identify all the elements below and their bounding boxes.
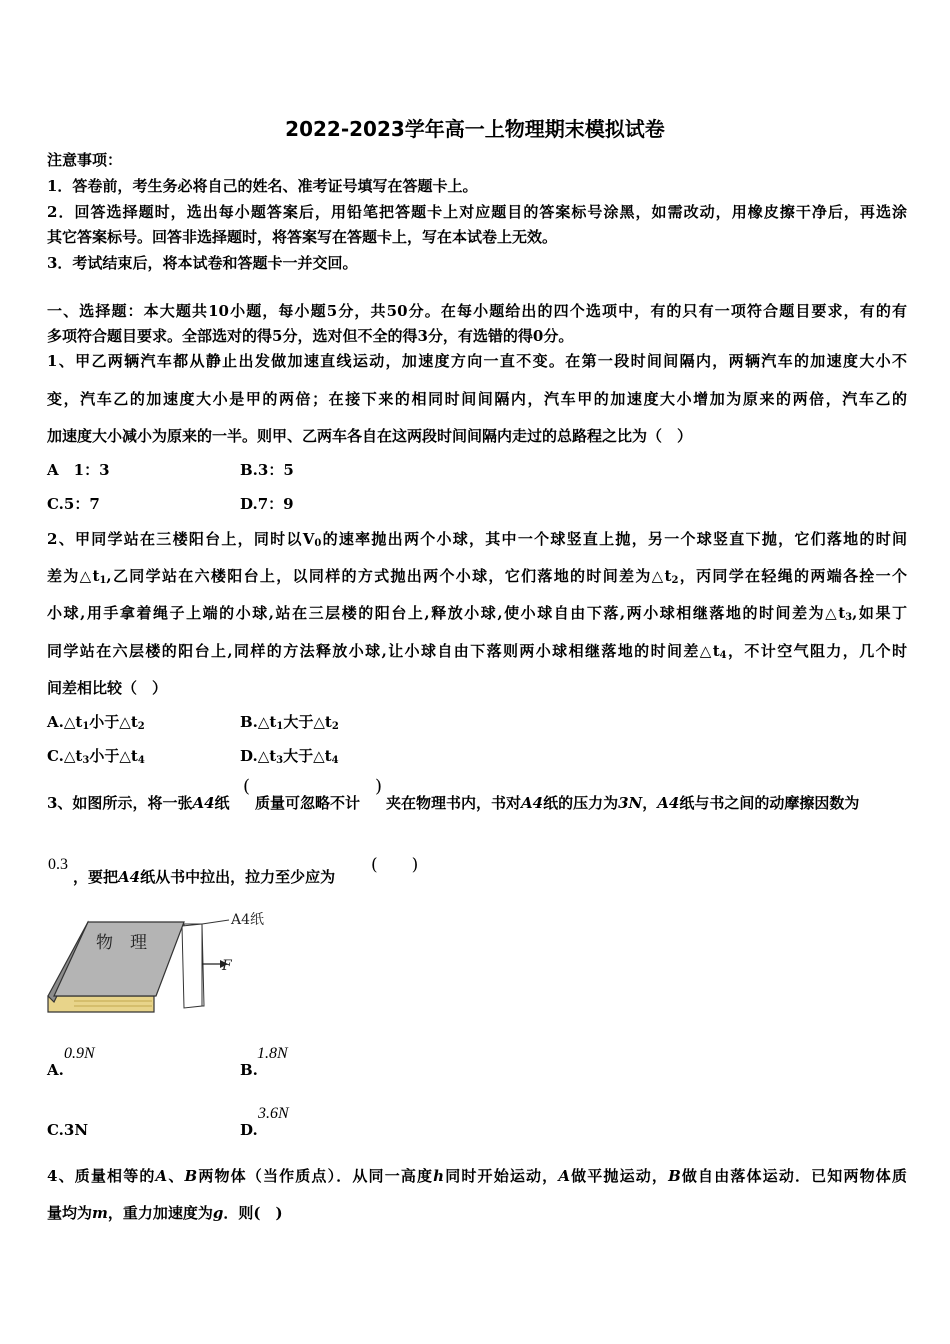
q3-line-2 (73, 867, 335, 887)
q2-line-4 (47, 641, 907, 666)
q2-line-2-text-a: 差为△t (47, 567, 100, 585)
q2-option-c-pre: C.△t (47, 747, 83, 765)
q4-sep: 、 (167, 1167, 185, 1185)
q2-line-5: 间差相比较（ ） (47, 679, 168, 697)
q1-option-b: B.3：5 (240, 461, 294, 479)
notice-item-2-line-1: 2．回答选择题时，选出每小题答案后，用铅笔把答题卡上对应题目的答案标号涂黑，如需改动，用橡皮擦干净后，再选涂 (47, 203, 907, 221)
q2-option-a-sub-2: 2 (137, 721, 145, 732)
q3-paren-right: ) (375, 776, 383, 797)
q4-text-e: 做自由落体运动．已知两物体质 (680, 1167, 907, 1185)
q3-line-1-part-a (47, 793, 230, 813)
q2-option-a-pre: A.△t (47, 713, 83, 731)
q2-line-4-text-a: 同学站在六层楼的阳台上,同样的方法释放小球,让小球自由下落则两小球相继落地的时间差△t (47, 642, 720, 660)
q2-option-d-mid: 大于△t (283, 747, 332, 765)
q2-option-d-sub-2: 4 (331, 755, 339, 766)
q3-option-b-value: 1.8N (257, 1045, 288, 1062)
q2-option-c (47, 746, 145, 771)
q3-paren-left: ( (243, 776, 251, 797)
q4-text-d: 做平抛运动， (569, 1167, 669, 1185)
q3-text-e: 纸的压力为 (543, 794, 619, 812)
q4-var-m: m (92, 1204, 108, 1222)
q2-option-b-mid: 大于△t (283, 713, 332, 731)
q4-text-2c: ．则( ) (223, 1204, 283, 1222)
q3-option-a-label: A. (47, 1061, 64, 1079)
q2-line-4-sub: 4 (719, 650, 727, 661)
q2-line-4-text-b: ，不计空气阻力，几个时 (726, 642, 907, 660)
q2-line-3-text-a: 小球,用手拿着绳子上端的小球,站在三层楼的阳台上,释放小球,使小球自由下落,两小球相继落地的时间差为△t (47, 604, 846, 622)
q4-var-b-2: B (668, 1167, 681, 1185)
q2-option-c-sub-1: 3 (82, 755, 90, 766)
q3-a4-4: A4 (118, 868, 141, 886)
q2-option-b-pre: B.△t (240, 713, 277, 731)
q3-line-1-part-c (386, 793, 859, 813)
q3-a4-1: A4 (192, 794, 215, 812)
q1-line-3: 加速度大小减小为原来的一半。则甲、乙两车各自在这两段时间间隔内走过的总路程之比为（ ） (47, 427, 693, 445)
q2-v0-sub: 0 (314, 538, 322, 549)
q1-line-2: 变，汽车乙的加速度大小是甲的两倍；在接下来的相同时间间隔内，汽车甲的加速度大小增加为原来的两倍，汽车乙的 (47, 390, 907, 408)
notice-item-3: 3．考试结束后，将本试卷和答题卡一并交回。 (47, 254, 358, 272)
q4-text-b: 两物体（当作质点）．从同一高度 (197, 1167, 434, 1185)
notice-item-1: 1．答卷前，考生务必将自己的姓名、准考证号填写在答题卡上。 (47, 177, 478, 195)
q2-option-a-sub-1: 1 (82, 721, 90, 732)
q1-line-1: 1、甲乙两辆汽车都从静止出发做加速直线运动，加速度方向一直不变。在第一段时间间隔内，两辆汽车的加速度大小不 (47, 352, 907, 370)
q3-a4-3: A4 (657, 794, 680, 812)
a4-paper (182, 924, 202, 1008)
q3-text-a: 3、如图所示，将一张 (47, 794, 193, 812)
q4-var-b: B (184, 1167, 198, 1185)
q2-option-a (47, 712, 145, 737)
q2-line-2 (47, 566, 907, 591)
q2-option-b-sub-1: 1 (276, 721, 284, 732)
a4-paper-label: A4纸 (231, 912, 265, 928)
q4-text-a: 4、质量相等的 (47, 1167, 156, 1185)
q4-line-2 (47, 1203, 907, 1223)
q3-a4-2: A4 (521, 794, 544, 812)
q3-line-1-part-b: 质量可忽略不计 (255, 794, 361, 812)
q3-text-2a: ，要把 (73, 868, 119, 886)
q2-line-3-text-b: ,如果丁 (852, 604, 907, 622)
book-figure (44, 906, 284, 1018)
q3-text-f: ， (642, 794, 658, 812)
q3-option-b-label: B. (240, 1061, 258, 1079)
q3-text-g: 纸与书之间的动摩擦因数为 (679, 794, 860, 812)
q2-line-2-text-c: ，丙同学在轻绳的两端各拴一个 (678, 567, 907, 585)
book-pages (48, 996, 154, 1012)
section-1-line-1: 一、选择题：本大题共10小题，每小题5分，共50分。在每小题给出的四个选项中，有的只有一项符合题目要求，有的有 (47, 302, 907, 320)
q2-line-2-sub-1: 1 (99, 575, 107, 586)
q3-force-value: 3N (618, 794, 643, 812)
q3-answer-paren: ( ) (371, 855, 419, 875)
q2-line-3-sub: 3 (845, 612, 853, 623)
page-title: 2022-2023学年高一上物理期末模拟试卷 (285, 117, 665, 141)
q2-line-1-text-b: 的速率抛出两个小球，其中一个球竖直上抛，另一个球竖直下抛，它们落地的时间 (321, 530, 907, 548)
q3-option-d-value: 3.6N (258, 1105, 289, 1122)
book-title: 物 理 (96, 933, 147, 953)
q2-option-d-sub-1: 3 (276, 755, 284, 766)
q2-option-b-sub-2: 2 (331, 721, 339, 732)
q4-var-a-2: A (558, 1167, 570, 1185)
force-label: F (222, 958, 232, 974)
q2-line-2-text-b: ,乙同学站在六楼阳台上，以同样的方式抛出两个小球，它们落地的时间差为△t (106, 567, 672, 585)
q4-text-2b: ，重力加速度为 (107, 1204, 213, 1222)
q2-option-a-mid: 小于△t (89, 713, 138, 731)
q4-text-c: 同时开始运动， (444, 1167, 559, 1185)
q2-option-c-mid: 小于△t (89, 747, 138, 765)
section-1-line-2: 多项符合题目要求。全部选对的得5分，选对但不全的得3分，有选错的得0分。 (47, 327, 574, 345)
notice-item-2-line-2: 其它答案标号。回答非选择题时，将答案写在答题卡上，写在本试卷上无效。 (47, 228, 558, 246)
q2-line-1-text-a: 2、甲同学站在三楼阳台上，同时以 (47, 530, 303, 548)
q2-line-1 (47, 529, 907, 554)
q2-option-d (240, 746, 339, 771)
q4-text-2a: 量均为 (47, 1204, 93, 1222)
q3-option-d-label: D. (240, 1121, 258, 1139)
q3-option-c: C.3N (47, 1121, 89, 1139)
q2-v0: V (302, 530, 315, 548)
q2-option-d-pre: D.△t (240, 747, 277, 765)
q3-text-d: 夹在物理书内，书对 (386, 794, 522, 812)
q2-option-b (240, 712, 339, 737)
q2-option-c-sub-2: 4 (137, 755, 145, 766)
q4-var-a: A (155, 1167, 168, 1185)
q1-option-c: C.5：7 (47, 495, 100, 513)
q2-line-2-sub-2: 2 (671, 575, 679, 586)
q1-option-d: D.7：9 (240, 495, 294, 513)
a4-label-leader (202, 920, 229, 924)
q3-friction-coefficient: 0.3 (48, 856, 68, 873)
q2-line-3 (47, 603, 907, 628)
q3-text-2b: 纸从书中拉出，拉力至少应为 (140, 868, 336, 886)
q4-line-1 (47, 1166, 907, 1186)
q3-text-b: 纸 (214, 794, 230, 812)
q4-var-h: h (433, 1167, 445, 1185)
q3-option-a-value: 0.9N (64, 1045, 95, 1062)
q4-var-g: g (212, 1204, 224, 1222)
q1-option-a: A 1：3 (47, 461, 110, 479)
notice-heading: 注意事项： (47, 151, 123, 169)
